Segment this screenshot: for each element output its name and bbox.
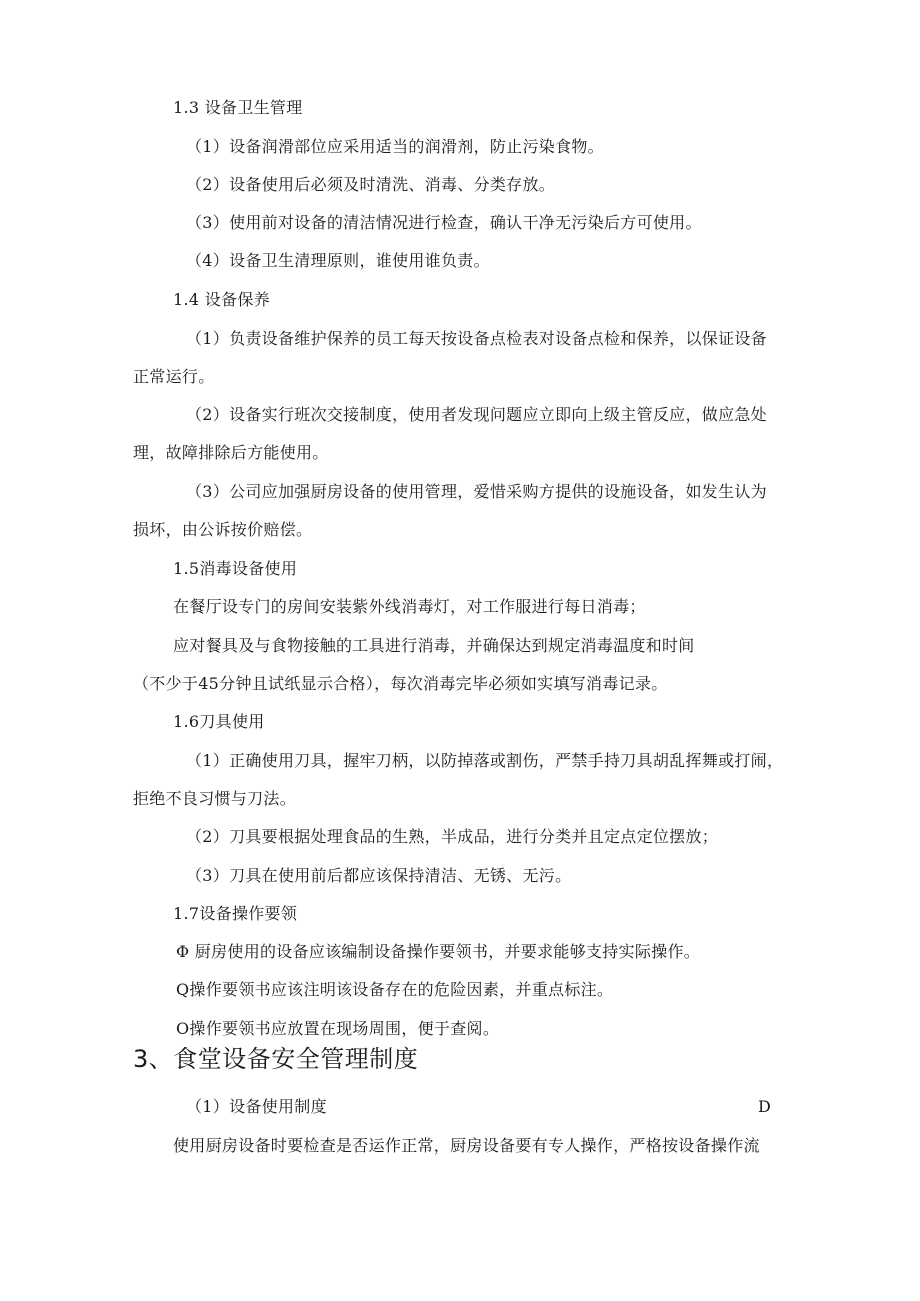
subsection-heading: （1）设备使用制度: [186, 1097, 327, 1116]
section-heading-1-6: 1.6刀具使用: [173, 712, 265, 731]
paragraph-continuation: 损坏，由公诉按价赔偿。: [133, 520, 313, 539]
paragraph: （2）设备实行班次交接制度，使用者发现问题应立即向上级主管反应，做应急处: [186, 405, 767, 424]
section-heading-1-7: 1.7设备操作要领: [173, 904, 298, 923]
paragraph: 使用厨房设备时要检查是否运作正常，厨房设备要有专人操作，严格按设备操作流: [173, 1136, 760, 1155]
stray-mark: D: [758, 1097, 772, 1116]
paragraph: （3）使用前对设备的清洁情况进行检查，确认干净无污染后方可使用。: [186, 213, 702, 232]
paragraph: （1）设备润滑部位应采用适当的润滑剂，防止污染食物。: [186, 137, 604, 156]
paragraph: （2）设备使用后必须及时清洗、消毒、分类存放。: [186, 175, 556, 194]
paragraph: （3）刀具在使用前后都应该保持清洁、无锈、无污。: [186, 866, 572, 885]
section-heading-1-5: 1.5消毒设备使用: [173, 559, 298, 578]
section-heading-1-3: 1.3 设备卫生管理: [173, 98, 303, 117]
paragraph-continuation: 拒绝不良习惯与刀法。: [133, 789, 297, 808]
paragraph-continuation: 理，故障排除后方能使用。: [133, 443, 329, 462]
paragraph-continuation: 正常运行。: [133, 367, 215, 386]
paragraph-continuation: （不少于45分钟且试纸显示合格），每次消毒完毕必须如实填写消毒记录。: [133, 674, 668, 693]
section-heading-1-4: 1.4 设备保养: [173, 290, 270, 309]
paragraph: 应对餐具及与食物接触的工具进行消毒，并确保达到规定消毒温度和时间: [173, 636, 695, 655]
paragraph: （1）负责设备维护保养的员工每天按设备点检表对设备点检和保养，以保证设备: [186, 329, 767, 348]
paragraph: （2）刀具要根据处理食品的生熟，半成品，进行分类并且定点定位摆放；: [186, 827, 719, 846]
paragraph: O操作要领书应放置在现场周围，便于查阅。: [176, 1019, 500, 1038]
paragraph: Q操作要领书应该注明该设备存在的危险因素，并重点标注。: [176, 980, 614, 999]
paragraph: （4）设备卫生清理原则，谁使用谁负责。: [186, 251, 490, 270]
paragraph: Φ 厨房使用的设备应该编制设备操作要领书，并要求能够支持实际操作。: [176, 942, 701, 961]
paragraph: （3）公司应加强厨房设备的使用管理，爱惜采购方提供的设施设备，如发生认为: [186, 482, 767, 501]
paragraph: （1）正确使用刀具，握牢刀柄，以防掉落或割伤，严禁手持刀具胡乱挥舞或打闹，: [186, 751, 784, 770]
paragraph: 在餐厅设专门的房间安装紫外线消毒灯，对工作服进行每日消毒；: [173, 597, 646, 616]
chapter-heading-3: 3、食堂设备安全管理制度: [133, 1045, 419, 1073]
